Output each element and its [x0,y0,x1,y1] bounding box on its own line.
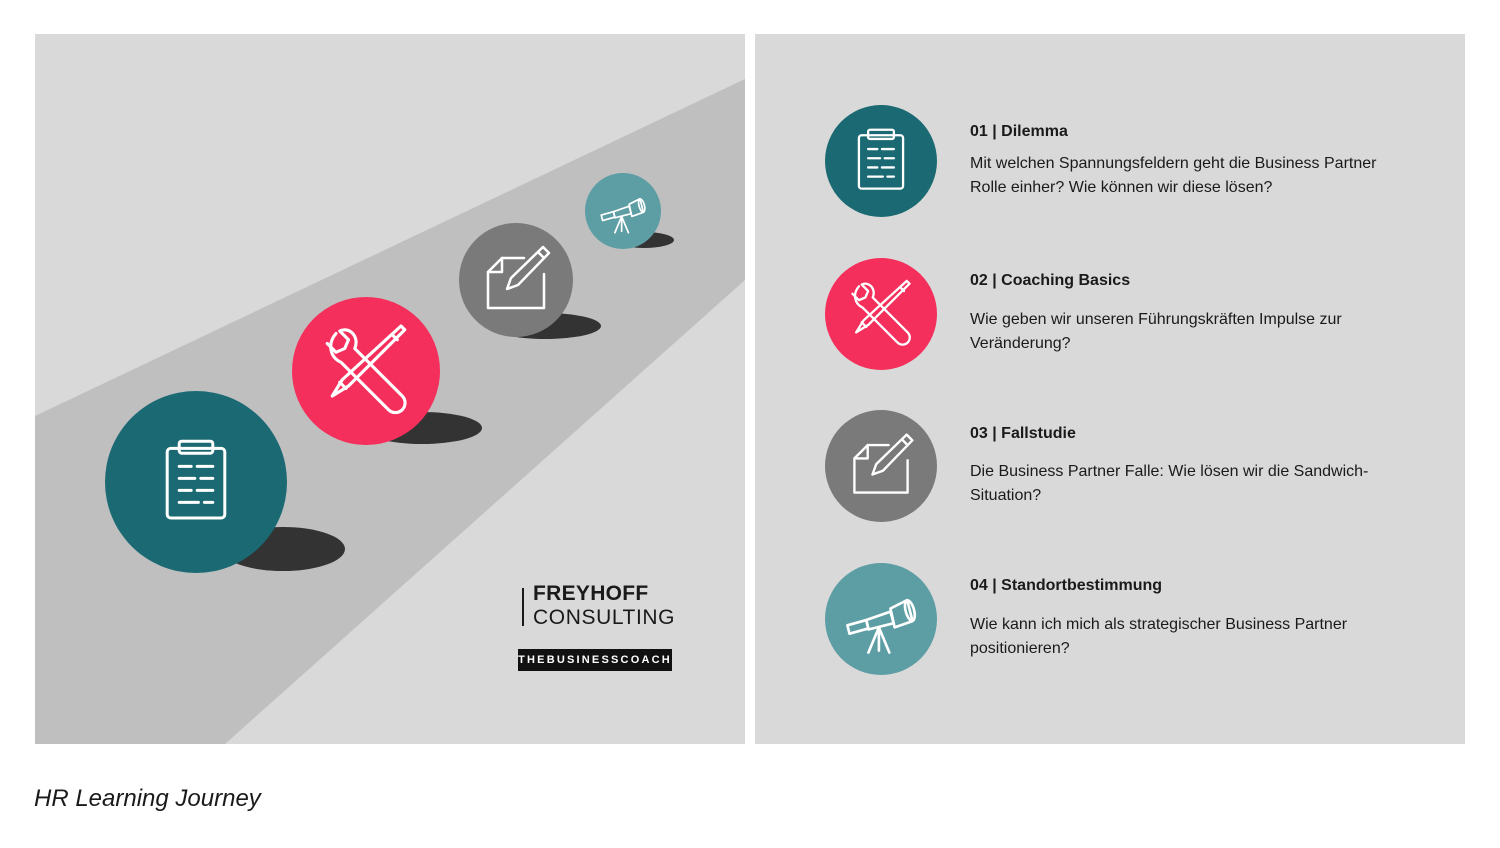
step-3-title: 03 | Fallstudie [970,425,1076,442]
page-caption: HR Learning Journey [34,785,261,812]
step-2-title: 02 | Coaching Basics [970,272,1131,289]
journey-step-2-ball [292,297,440,445]
step-4-title: 04 | Standortbestimmung [970,577,1163,594]
journey-step-3-ball [459,223,573,337]
telescope-icon [847,599,916,652]
ball-2-circle [292,297,440,445]
steps-panel [755,34,1465,744]
step-item-1 [825,105,1425,217]
ball-1-circle [105,391,287,573]
logo-line-1: FREYHOFF [533,582,649,605]
journey-illustration [35,34,745,744]
ball-3-circle [459,223,573,337]
step-3-circle [825,410,937,522]
step-item-4 [825,563,1425,675]
tools-icon [852,281,909,345]
step-item-2 [825,258,1425,370]
ball-4-circle [585,173,661,249]
logo-line-2: CONSULTING [533,606,676,629]
note-pencil-icon [854,435,912,493]
step-4-description: Wie kann ich mich als strategischer Business Partner positionieren? [970,616,1348,657]
journey-step-4-ball [585,173,661,249]
journey-illustration-panel [35,34,745,744]
step-1-circle [825,105,937,217]
step-2-circle [825,258,937,370]
business-coach-badge: THEBUSINESSCOACH [518,649,672,671]
step-3-description: Die Business Partner Falle: Wie lösen wir die Sandwich-Situation? [970,463,1369,504]
step-2-description: Wie geben wir unseren Führungskräften Impulse zur Veränderung? [970,311,1342,352]
step-1-title: 01 | Dilemma [970,123,1068,140]
step-4-circle [825,563,937,675]
step-1-description: Mit welchen Spannungsfeldern geht die Business Partner Rolle einher? Wie können wir diese lösen? [970,155,1377,196]
journey-step-1-ball [105,391,287,573]
step-item-3 [825,410,1425,522]
logo-bar [522,588,524,626]
clipboard-icon [859,130,903,189]
